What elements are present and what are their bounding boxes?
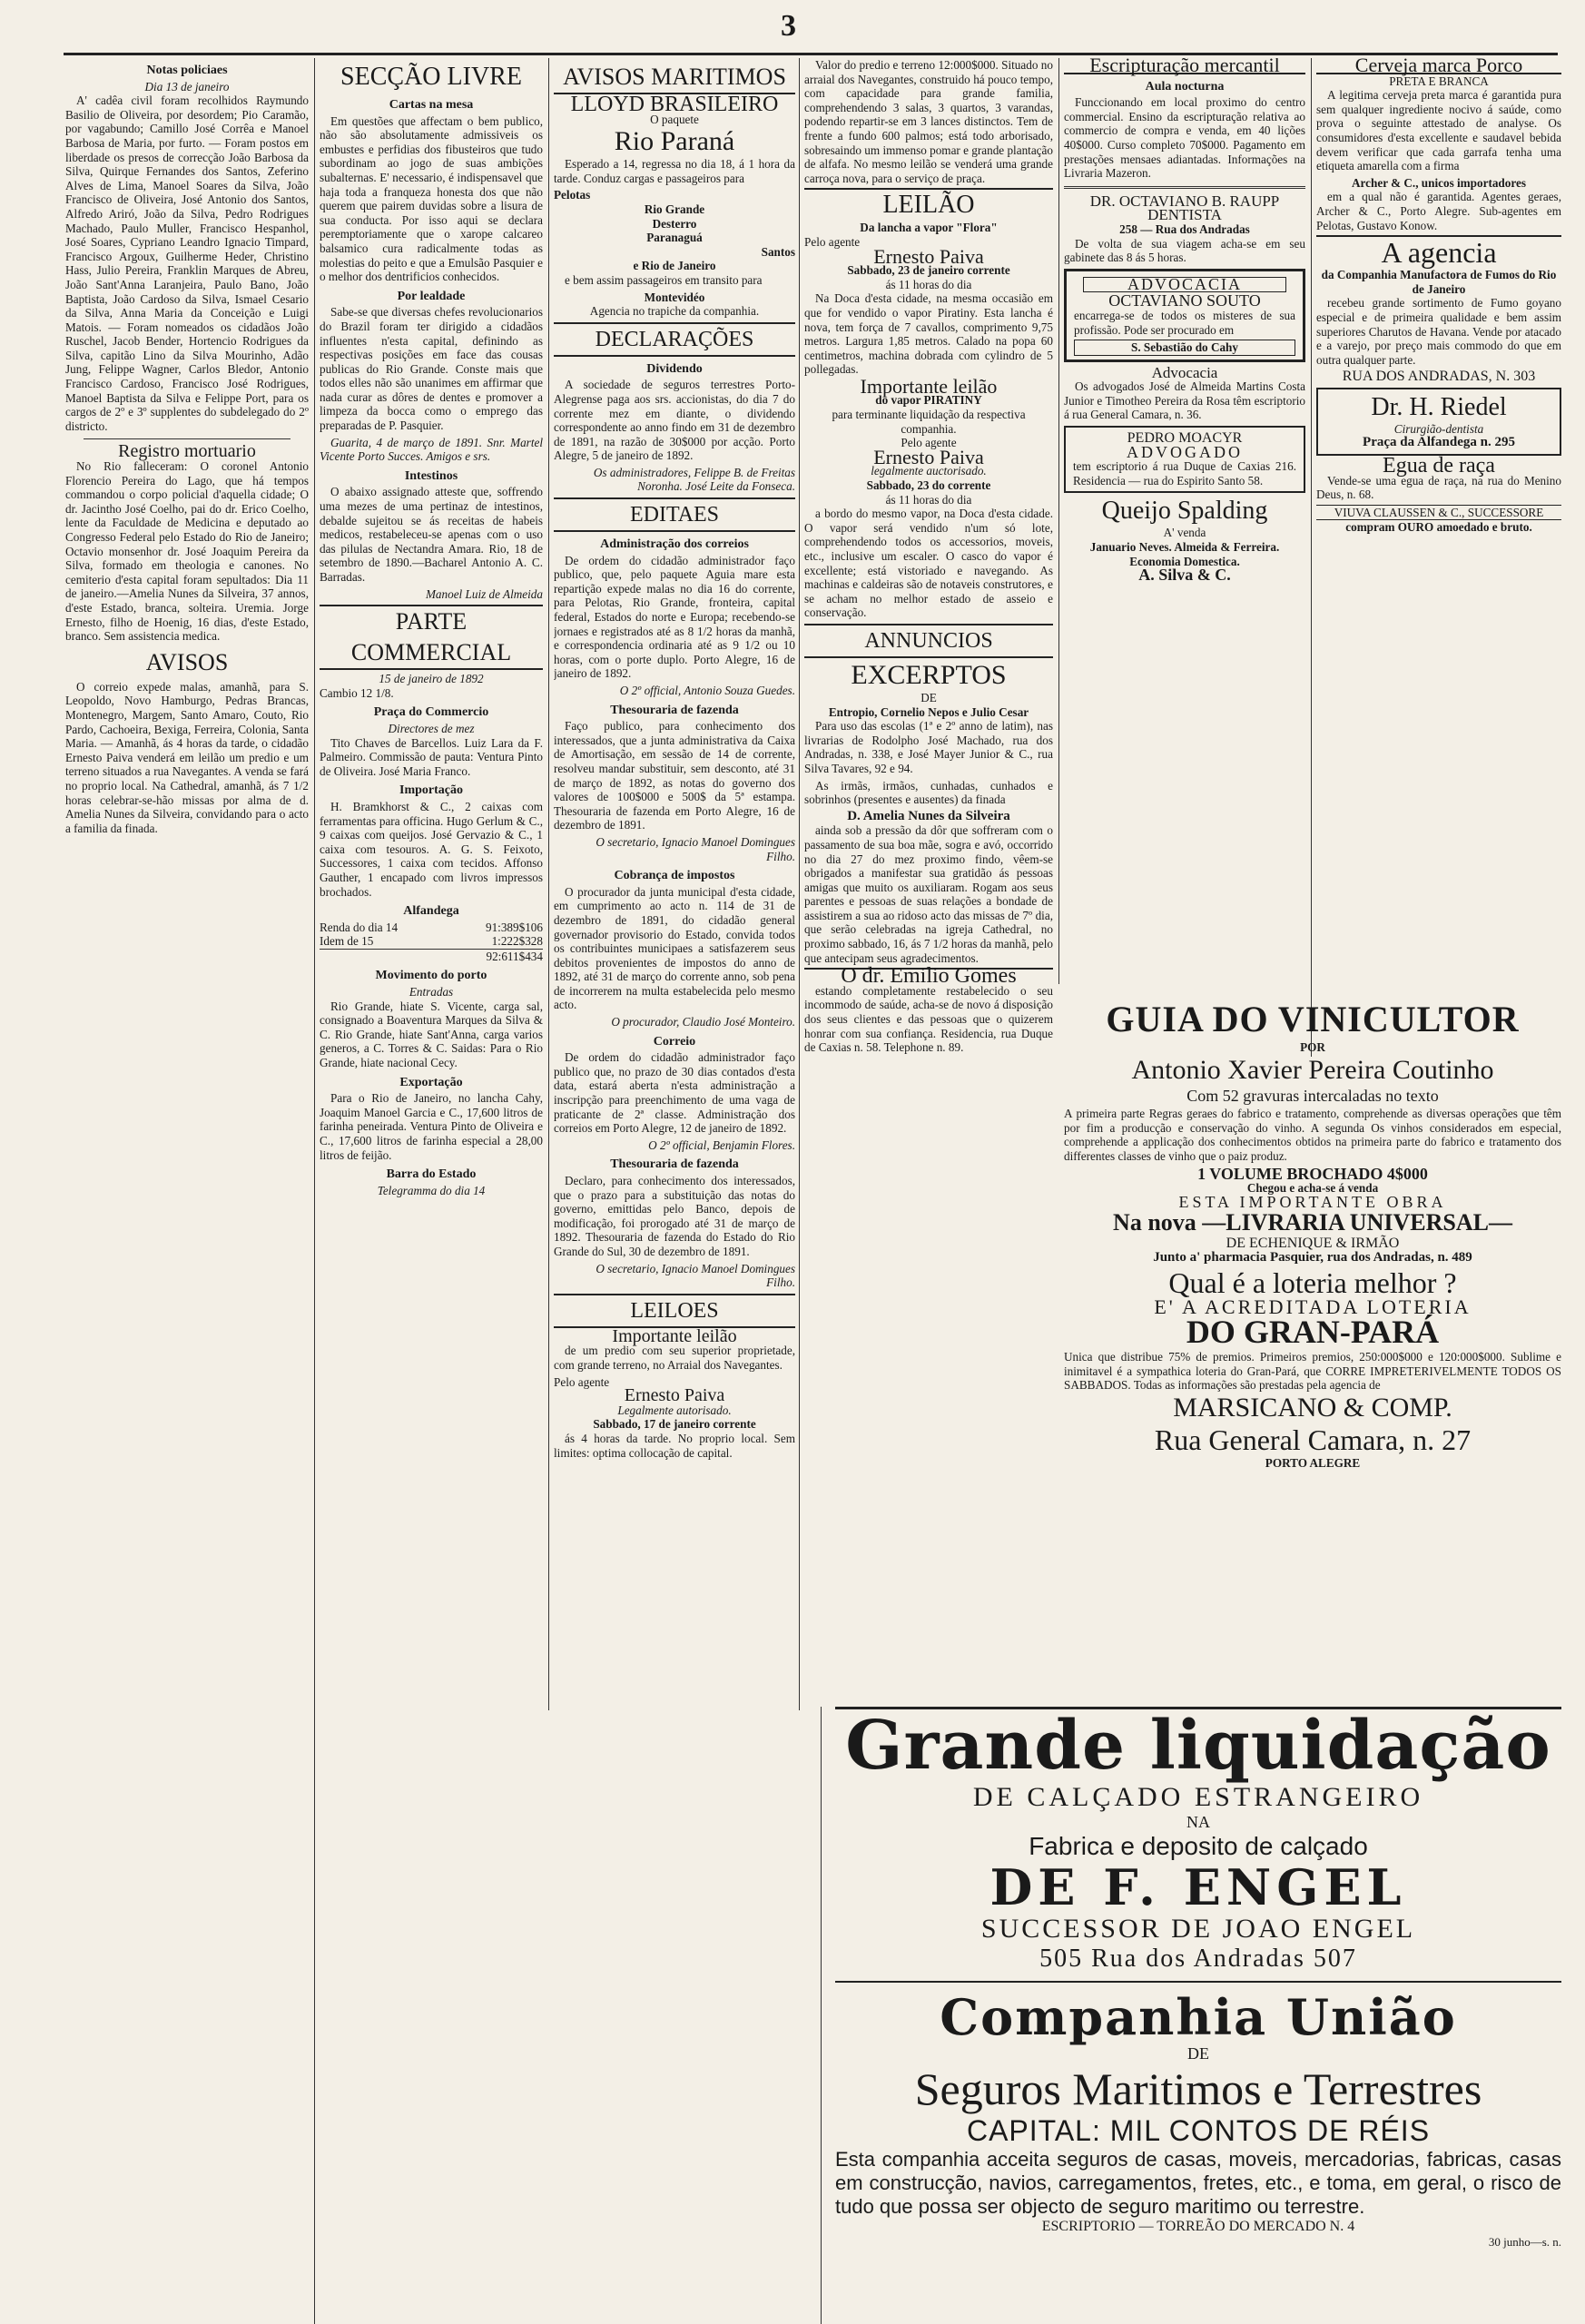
dividendo-text: A sociedade de seguros terrestres Porto-Alegrense paga aos srs. accionistas, do dia 7 do corrente mez em diante, o dividendo correspondente ao anno findo em 31 de dezembro de 1891, na razão de 30$000 por acção. Porto Alegre, 5 de janeiro de 1892. (554, 378, 795, 463)
moacyr-name: PEDRO MOACYR (1127, 430, 1243, 447)
avisos-title: AVISOS (145, 648, 229, 675)
uniao-capital: CAPITAL: MIL CONTOS DE RÉIS (966, 2114, 1431, 2147)
alfandega-title: Alfandega (403, 904, 459, 919)
liquidacao-successor: SUCCESSOR DE JOAO ENGEL (980, 1914, 1416, 1944)
agencia-text: recebeu grande sortimento de Fumo goyano especial e de primeira qualidade e bem assim superiores Charutos de Havana. Vende por atacado e a varejo, por preço mais commodo do que em outra qualquer parte. (1316, 296, 1561, 367)
marsicano-city: PORTO ALEGRE (1265, 1455, 1361, 1470)
lancha-title: Da lancha a vapor "Flora" (860, 221, 998, 235)
column-3 (554, 58, 795, 1707)
leiloes-title: LEILOES (554, 1294, 795, 1328)
vapor-text-2: a bordo do mesmo vapor, na Doca d'esta cidade. O vapor será vendido n'um só lote, comprehendendo todos os accessorios, moveis, etc., inclusive um escaler. O casco do vapor é excellente; está vistoriado e navegando. As machinas e caldeiras são de notaveis construtores, e se acham no melhor estado de asseio e conservação. (804, 507, 1053, 620)
commercial-title: PARTE COMMERCIAL (320, 605, 543, 670)
excerptos-names: Entropio, Cornelio Nepos e Julio Cesar (828, 704, 1029, 719)
port-rio-grande: Rio Grande (644, 202, 705, 216)
column-rule (1058, 58, 1059, 984)
loteria-text: Unica que distribue 75% de premios. Primeiros premios, 250:000$000 e 120:000$000. Sublime e inimitavel é a sympathica loteria do Gran-Pará, que CORRE IMPRETERIVELMENTE TODOS OS SABBADOS. Todas as informações são prestadas pela agencia de (1064, 1350, 1561, 1393)
barra-sub: Telegramma do dia 14 (377, 1183, 486, 1197)
avisos-maritimos-title: AVISOS MARITIMOS (554, 62, 795, 94)
agencia-title: A agencia (1316, 235, 1561, 268)
port-santos: Santos (761, 244, 795, 259)
exportacao-text: Para o Rio de Janeiro, no lancha Cahy, Joaquim Manoel Garcia e C., 17,600 litros de farinha peneirada. Ventura Pinto de Oliveira e C., 17,600 litros de farinha especial a 28,00 litros de feijão. (320, 1091, 543, 1162)
column-rule (548, 58, 549, 1710)
wide-ad-area (1064, 999, 1561, 1679)
cerveja-text-2: em a qual não é garantida. Agentes geraes, Archer & C., Porto Alegre. Sub-agentes em Pelotas, Gustavo Konow. (1316, 190, 1561, 232)
praca-title: Praça do Commercio (373, 705, 489, 720)
liquidacao-fabrica: Fabrica e deposito de calçado (1029, 1832, 1368, 1860)
uniao-sub: Seguros Maritimos e Terrestres (914, 2063, 1482, 2114)
riedel-title: Cirurgião-dentista (1393, 421, 1484, 436)
gomes-title: O dr. Emilio Gomes (804, 968, 1053, 984)
viuva-text: compram OURO amoedado e bruto. (1345, 520, 1532, 535)
aula-text: Funccionando em local proximo do centro commercial. Ensino da escripturação relativa ao commercio de compra e venda, em 40 lições 40$000. Curso completo 70$000. Pagamento em prestações mensaes adiantadas. Informações na Livraria Mazeron. (1064, 95, 1305, 181)
notas-date: Dia 13 de janeiro (144, 79, 230, 94)
advocacia-box (1064, 269, 1305, 362)
cartas-title: Cartas na mesa (389, 98, 474, 112)
exportacao-title: Exportação (399, 1075, 463, 1089)
amelia-text: ainda sob a pressão da dôr que soffreram com o passamento de sua boa mãe, sogra e avó, occorrido no dia 27 do mez proximo findo, vêem-se obrigados a manifestar sua gratidão ás pessoas amigas que muito os auxiliaram. Rogam aos seus parentes e pessoas de suas relações a bondade de assistirem a sua ao ridoso acto das missas de 7º dia, que serão celebradas na igreja Cathedral, no proximo sabbado, 16, ás 7 1/2 horas da manhã, pelo que antecipam seus agradecimentos. (804, 823, 1053, 965)
agent2-name: Ernesto Paiva (873, 445, 984, 468)
advocacia-text: encarrega-se de todos os misteres de sua profissão. Pode ser procurado em (1074, 308, 1295, 337)
liquidacao-engel: DE F. ENGEL (989, 1858, 1407, 1916)
ship-text-2: e bem assim passageiros em transito para (565, 272, 763, 287)
livraria-address: Junto a' pharmacia Pasquier, rua dos Andradas, n. 489 (1153, 1249, 1472, 1265)
movimento-sub: Entradas (409, 985, 454, 1000)
livraria-title: Na nova —LIVRARIA UNIVERSAL— (1113, 1209, 1512, 1236)
leilao-text: de um predio com seu superior proprietade, com grande terreno, no Arraial dos Navegantes. (554, 1344, 795, 1372)
column-5 (1064, 58, 1305, 980)
tesouraria-signature: O secretario, Ignacio Manoel Domingues Filho. (596, 834, 795, 863)
column-rule (821, 1707, 822, 2324)
praca-text: Tito Chaves de Barcellos. Luiz Lara da F. Palmeiro. Commissão de pauta: Ventura Pinto de Oliveira. José Maria Franco. (320, 735, 543, 778)
idem-value: 1:222$328 (491, 934, 543, 949)
tesouraria2-text: Declaro, para conhecimento dos interessados, que o prazo para a substituição das notas do governo, emittidas pelo Banco, depois de modificação, foi prorogado até 31 de março de 1892. Thesouraria de fazenda do Estado do Rio Grande do Sul, 30 de dezembro de 1891. (554, 1174, 795, 1258)
excerptos-title: EXCERPTOS (851, 659, 1007, 690)
editaes-title: EDITAES (554, 497, 795, 532)
cerveja-sub: PRETA E BRANCA (1389, 74, 1489, 88)
agencia-text: Agencia no trapiche da companhia. (589, 304, 760, 319)
dividendo-title: Dividendo (646, 361, 703, 376)
montevideo: Montevidéo (644, 290, 705, 304)
raupp-sub: DENTISTA (1147, 206, 1222, 224)
lealdade-signature: Guarita, 4 de março de 1891. Snr. Martel Vicente Porto Succes. Amigos e srs. (320, 435, 543, 464)
guia-por: POR (1300, 1040, 1325, 1054)
lloyd-title: LLOYD BRASILEIRO (570, 93, 779, 116)
correio-text: De ordem do cidadão administrador faço publico que, no prazo de 30 dias contados d'esta data, estará aberta n'esta administração a inscripção para preenchimento de uma vaga de praticante de 2ª classe. Administração dos correios em Porto Alegre, 12 de janeiro de 1892. (554, 1050, 795, 1136)
queijo-title: Queijo Spalding (1101, 497, 1268, 526)
notas-title: Notas policiaes (146, 64, 228, 77)
correio-title: Correio (653, 1034, 696, 1049)
leilao-date: Sabbado, 17 de janeiro corrente (593, 1417, 756, 1432)
moacyr-title: ADVOGADO (1127, 442, 1243, 461)
viuva-title: VIUVA CLAUSSEN & C., SUCCESSORE (1316, 505, 1561, 521)
cerveja-firm: Archer & C., unicos importadores (1352, 175, 1526, 190)
moacyr-box (1064, 426, 1305, 493)
importacao-text: H. Bramkhorst & C., 2 caixas com ferramentas para officina. Hugo Gerlum & C., 9 caixas com queijos. José Gervazio & C., 1 caixa com tesouros. A. G. S. Feixoto, Successores, 1 caixa com tecidos. Affonso Gauther, 1 encapado com livros impressos brochados. (320, 799, 543, 899)
renda-label: Renda do dia 14 (320, 920, 399, 934)
loteria-answer: E' A ACREDITADA LOTERIA (1154, 1295, 1472, 1318)
renda-row (320, 921, 543, 935)
agencia-address: RUA DOS ANDRADAS, N. 303 (1342, 369, 1536, 385)
annuncios-title: ANNUNCIOS (804, 624, 1053, 658)
admin-correios-title: Administração dos correios (600, 537, 749, 552)
leilao-time: ás 11 horas do dia (885, 277, 972, 291)
leilao-text-2: ás 4 horas da tarde. No proprio local. Sem limites: optima collocação de capital. (554, 1431, 795, 1460)
movimento-title: Movimento do porto (375, 969, 487, 983)
moacyr-text: tem escriptorio á rua Duque de Caxias 216. Residencia — rua do Espirito Santo 58. (1073, 459, 1296, 487)
barra-title: Barra do Estado (386, 1167, 477, 1182)
movimento-text: Rio Grande, hiate S. Vicente, carga sal, consignado a Boaventura Marques da Silva & C. Rio Grande, hiate Sant'Anna, carga varios generos, a C. Torres & C. Saidas: Para o Rio Grande, hiate nacional Cecy. (320, 999, 543, 1070)
tesouraria2-signature: O secretario, Ignacio Manoel Domingues Filho. (596, 1261, 795, 1290)
tesouraria-title: Thesouraria de fazenda (610, 703, 739, 717)
guia-author: Antonio Xavier Pereira Coutinho (1131, 1054, 1494, 1085)
column-4 (804, 58, 1053, 1707)
lancha-text: Na Doca d'esta cidade, na mesma occasião em que for vendido o vapor Piratiny. Esta lancha é nova, tem força de 7 cavallos, comprimento 9,75 metros. Largura 1,85 metros. Calado na popa 60 centimetros, machina dobrada com cylindro de 5 pollegadas. (804, 291, 1053, 377)
registro-title: Registro mortuario (118, 441, 256, 462)
cobranca-text: O procurador da junta municipal d'esta cidade, em cumprimento ao acto n. 114 de 31 de dezembro de 1891, do cidadão general governador provisorio do Estado, convida todos os contribuintes municipaes a satisfazerem seus debitos provenientes de impostos do anno de 1892, até 31 de março do corrente anno, sob pena de incorrerem na multa estabelecida pelo mesmo acto. (554, 884, 795, 1012)
raupp-title: DR. OCTAVIANO B. RAUPP (1089, 192, 1280, 210)
lealdade-title: Por lealdade (397, 289, 466, 303)
column-rule (799, 58, 800, 1710)
riedel-box (1316, 388, 1561, 456)
idem-row (320, 934, 543, 949)
dividendo-signature: Os administradores, Felippe B. de Freitas Noronha. José Leite da Fonseca. (593, 465, 795, 494)
advocacia2-text: Os advogados José de Almeida Martins Costa Junior e Timotheo Pereira da Rosa têm escriptorio á rua General Camara, n. 36. (1064, 379, 1305, 422)
guia-gravuras: Com 52 gravuras intercaladas no texto (1186, 1086, 1439, 1105)
commercial-date: 15 de janeiro de 1892 (379, 672, 484, 686)
column-6 (1316, 58, 1561, 1053)
column-rule (1311, 58, 1312, 1057)
port-paranagua: Paranaguá (646, 231, 703, 245)
liquidacao-na: NA (1186, 1813, 1210, 1831)
guia-title: GUIA DO VINICULTOR (1106, 999, 1520, 1039)
advocacia2-title: Advocacia (1151, 363, 1218, 381)
bottom-ads (835, 1707, 1561, 2250)
leilao-agent-sub: Legalmente autorisado. (617, 1403, 732, 1417)
leilao-date: Sabbado, 23 de janeiro corrente (847, 263, 1010, 278)
cartas-text: Em questões que affectam o bem publico, não são absolutamente admissiveis os embustes e perfidias dos fibusteiros que tudo subordinam ao jogo de suas ambições subalternas. E' necessario, é indispensavel que haja toda a franqueza honesta dos que não querem que pairem duvidas sobre a lisura de sua conducta. Por isso aqui se declara peremptoriamente que o xarope calcareo balsamico cura radicalmente todas as molestias do peito e que a Emulsão Pasquier e o melhor dos dentrificios conhecidos. (320, 113, 543, 284)
aula-title: Aula nocturna (1145, 79, 1225, 94)
column-1 (65, 58, 309, 2319)
guia-obra: ESTA IMPORTANTE OBRA (1178, 1192, 1447, 1211)
excerptos-de: DE (920, 690, 937, 704)
separator (835, 1981, 1561, 1983)
leilao2-time: ás 11 horas do dia (885, 492, 972, 507)
predio-text: Valor do predio e terreno 12:000$000. Situado no arraial dos Navegantes, construido há pouco tempo, com capacidade para grande familia, comprehendendo 3 salas, 3 quartos, 3 varandas, podendo repartir-se em 3 lances distinctos. Tem de frente a fundo 600 palmos; está todo arborisado, sobresaindo um immenso pomar e grande plantação de alfafa. No mesmo leilão se venderá uma grande carroça nova, para o serviço de praça. (804, 58, 1053, 185)
tesouraria-text: Faço publico, para conhecimento dos interessados, que a junta administrativa da Caixa de Amortisação, em sessão de 14 de corrente, resolveu mandar substituir, sem desconto, até 31 de março de 1892, as notas do governo dos valores de 100$000 e 500$ da 5ª estampa. Thesouraria de fazenda em Porto Alegre, 16 de dezembro de 1891. (554, 719, 795, 832)
excerptos-text: Para uso das escolas (1ª e 2º anno de latim), nas livrarias de Rodolpho José Machado, rua dos Andradas, n. 338, e José Mayer Junior & C., rua Silva Tavares, 92 e 94. (804, 719, 1053, 775)
advocacia-place: S. Sebastião do Cahy (1074, 340, 1295, 356)
agent-pre: Pelo agente (804, 234, 861, 249)
importacao-title: Importação (399, 783, 463, 798)
queijo-names: Januario Neves. Almeida & Ferreira. Economia Domestica. (1089, 540, 1280, 568)
leilao-agent-pre: Pelo agente (554, 1374, 610, 1389)
cambio: Cambio 12 1/8. (320, 685, 394, 700)
raupp-address: 258 — Rua dos Andradas (1119, 222, 1250, 236)
notas-text: A' cadêa civil foram recolhidos Raymundo Basilio de Oliveira, por desordem; Pio Caramão, por vagabundo; Camillo José Corrêa e Manoel Barbosa de Maria, por furto. — Foram postos em liberdade os presos de correcção João Barbosa da Silva, Quirque Fernandes dos Santos, Zeferino Alves de Lima, Manoel Soares da Silva, João Francisco de Oliveira, José Antonio dos Santos, Alfredo Ariró, João da Silva, Pedro Rodrigues Machado, Paulo Muller, Francisco Hespanhol, José Soares, Cypriano Leandro Ignacio Timpard, Francisco Argoux, Guilherme Heder, Christino Hass, Julio Pereira, Franklin Marques de Abreu, João Sant'Anna Laranjeira, Paulo Bano, João Baptista, João Cardoso da Silva, Ismael Cesario da Silva, Anna Maria da Conceição e Luigi Matois. — Foram nomeados os cidadãos João Ruschel, Jacob Bender, Hortencio Rodrigues da Silva, capitão Lino da Silva Mourinho, Adão Jung, Felippe Wagner, Carlos Bledor, Antonio Francisco Cardoso, Francisco José Rodrigues, Manoel Baptista da Silva e Felippe Port, para os cargos de 2º e 3º supplentes do subdelegado do 2º districto. (65, 94, 309, 433)
intestinos-text: O abaixo assignado atteste que, soffrendo uma mezes de uma pertinaz de intestinos, debalde sujeitou se ás receitas de habeis medicos, restabeleceu-se apenas com o uso das pilulas de Nectandra Amara. Rio, 18 de setembro de 1890.—Bacharel Antonio A. C. Barradas. (320, 485, 543, 584)
liquidacao-address: 505 Rua dos Andradas 507 (1039, 1945, 1357, 1973)
advocacia-name: OCTAVIANO SOUTO (1108, 291, 1261, 310)
separator (84, 438, 290, 439)
top-rule (64, 53, 1558, 55)
admin-correios-signature: O 2º official, Antonio Souza Guedes. (619, 684, 795, 697)
agent-name: Ernesto Paiva (873, 244, 984, 268)
loteria-question: Qual é a loteria melhor ? (1168, 1265, 1457, 1299)
importante-leilao-title: Importante leilão (860, 374, 998, 398)
riedel-address: Praça da Alfandega n. 295 (1363, 435, 1515, 450)
uniao-de: DE (1187, 2044, 1209, 2063)
leilao2-date: Sabbado, 23 do corrente (866, 478, 991, 493)
amelia-name: D. Amelia Nunes da Silveira (847, 808, 1010, 823)
guia-text: A primeira parte Regras geraes do fabrico e tratamento, comprehende as diversas operações que têm por fim a producção e conservação do vinho. A segunda Os vinhos considerados em especial, comprehende a applicação dos conhecimentos obtidos na primeira parte do fabrico e tratamento dos differentes classes de vinho que o paiz produz. (1064, 1107, 1561, 1163)
leilao-agent: Ernesto Paiva (624, 1385, 725, 1406)
vapor-text: para terminante liquidação da respectiva companhia. (832, 408, 1026, 436)
uniao-title: Companhia União (940, 1988, 1457, 2046)
livraria-sub: DE ECHENIQUE & IRMÃO (1226, 1236, 1400, 1252)
separator (1064, 186, 1305, 189)
raupp-text: De volta de sua viagem acha-se em seu gabinete das 8 ás 5 horas. (1064, 236, 1305, 265)
loteria-name: DO GRAN-PARÁ (1186, 1314, 1440, 1351)
ship-text: Esperado a 14, regressa no dia 18, á 1 hora da tarde. Conduz cargas e passageiros para (554, 157, 795, 185)
leilao-title: Importante leilão (612, 1325, 737, 1346)
intestinos-title: Intestinos (404, 468, 458, 483)
liquidacao-title: Grande liquidação (845, 1707, 1551, 1785)
queijo-silva: A. Silva & C. (1138, 566, 1231, 585)
egua-text: Vende-se uma egua de raça, na rua do Menino Deus, n. 68. (1316, 473, 1561, 502)
marsicano-address: Rua General Camara, n. 27 (1154, 1423, 1472, 1456)
lealdade-text: Sabe-se que diversas chefes revolucionarios do Brazil foram ter dirigido a cidadãos influentes n'esta capital, definindo as respectivas posições em face das cousas publicas do Rio Grande. Conste mais que todos elles não são unanimes em affirmar que nada curar as dôres de dentes e promover a limpeza da bocca como o emprego das preparadas de P. Pasquier. (320, 305, 543, 433)
avisos-text: O correio expede malas, amanhã, para S. Leopoldo, Novo Hamburgo, Pedras Brancas, Montenegro, Margem, Santo Amaro, Couto, Rio Pardo, Cachoeira, Bexiga, Ferreira, Colonia, Santa Maria. — Amanhã, ás 4 horas da tarde, o cidadão Ernesto Paiva venderá em leilão um predio e um terreno situados a rua Navegantes. A venda se fará no proprio local. Na Cathedral, amanhã, ás 7 1/2 horas celebrar-se-hão missas por alma de d. Amelia Nunes da Silveira, convidando para o acto a familia da finada. (65, 679, 309, 835)
correio-signature: O 2º official, Benjamin Flores. (648, 1137, 795, 1152)
page-number: 3 (781, 9, 796, 43)
irmas-text: As irmãs, irmãos, cunhadas, cunhados e sobrinhos (presentes e ausentes) da finada (804, 778, 1053, 807)
guia-volume: 1 VOLUME BROCHADO 4$000 (1197, 1164, 1428, 1183)
queijo-sub: A' venda (1163, 526, 1206, 540)
agent2-pre: Pelo agente (901, 436, 957, 450)
port-rio-de-janeiro: e Rio de Janeiro (633, 259, 716, 273)
column-rule (314, 58, 315, 2324)
gomes-text: estando completamente restabelecido o seu incommodo de saúde, acha-se de novo á disposição dos seus clientes e das pessoas que o quizerem honrar com sua confiança. Residencia, rua Duque de Caxias n. 58. Telephone n. 89. (804, 983, 1053, 1055)
column-2 (320, 58, 543, 2319)
uniao-body: Esta companhia acceita seguros de casas, moveis, mercadorias, fabricas, casas em construcção, navios, carregamentos, fretes, etc., e toma, em geral, o risco de tudo que possa ser objecto de seguro maritimo ou terrestre. (835, 2148, 1561, 2218)
cobranca-title: Cobrança de impostos (614, 869, 735, 883)
escripturacao-title: Escripturação mercantil (1064, 58, 1305, 74)
alfandega-total: 92:611$434 (320, 949, 543, 964)
seccao-livre-title: SECÇÃO LIVRE (340, 63, 522, 91)
liquidacao-sub: DE CALÇADO ESTRANGEIRO (972, 1782, 1424, 1812)
admin-correios-text: De ordem do cidadão administrador faço publico, que, pelo paquete Aguia mare esta repartição expede malas no dia 16 do corrente, para Pelotas, Rio Grande, fronteira, capital federal, Estados do norte e Europa; recebendo-se jornaes e registrados até as 8 1/2 horas da manhã, e correspondencia ordinaria até as 9 1/2 ou 10 horas, com o porte duplo. Porto Alegre, 16 de janeiro de 1892. (554, 553, 795, 681)
riedel-name: Dr. H. Riedel (1371, 392, 1507, 421)
renda-value: 91:389$106 (485, 920, 543, 934)
leilao-title: LEILÃO (804, 188, 1053, 221)
egua-title: Egua de raça (1383, 454, 1495, 478)
uniao-office: ESCRIPTORIO — TORREÃO DO MERCADO N. 4 (1041, 2219, 1355, 2234)
ship-name: Rio Paraná (614, 126, 735, 157)
port-desterro: Desterro (652, 216, 697, 231)
paquete-label: O paquete (650, 112, 699, 126)
intestinos-signature: Manoel Luiz de Almeida (425, 586, 543, 601)
advocacia-title: ADVOCACIA (1083, 277, 1286, 293)
idem-label: Idem de 15 (320, 934, 374, 949)
declaracoes-title: DECLARAÇÕES (554, 322, 795, 357)
praca-sub: Directores de mez (388, 721, 475, 735)
vapor-title: do vapor PIRATINY (875, 393, 982, 408)
guia-chegou: Chegou e acha-se á venda (1246, 1181, 1379, 1196)
cerveja-text: A legitima cerveja preta marca é garantida pura sem qualquer ingrediente nocivo á saúde, como prova o seguinte attestado de analyse. Os consumidores d'esta excellente e saudavel bebida devem verificar que cada garrafa tenha uma etiqueta amarella com a firma (1316, 88, 1561, 173)
uniao-footer: 30 junho—s. n. (1488, 2235, 1561, 2249)
agencia-sub: da Companhia Manufactora de Fumos do Rio de Janeiro (1321, 268, 1557, 296)
tesouraria2-title: Thesouraria de fazenda (610, 1157, 739, 1172)
marsicano-name: MARSICANO & COMP. (1173, 1392, 1452, 1423)
registro-text: No Rio falleceram: O coronel Antonio Florencio Pereira do Lago, que há tempos commandou o corpo policial d'aquella cidade; O dr. Jacintho José Coelho, pai do dr. Erico Coelho, lente da Faculdade de Medicina e deputado ao Congresso Federal pelo Estado do Rio de Janeiro; Octavio monsenhor dr. José Joaquim Pereira da Silva, formado em theologia e canones. No cemiterio d'esta capital foram sepultados: Dia 11 de janeiro.—Amelia Nunes da Silveira, 37 annos, d'este Estado, branca, solteira. Uremia. Jorge Ernesto, filho de Hoenig, 16 dias, d'este Estado, branco. Sem assistencia medica. (65, 459, 309, 644)
cerveja-title: Cerveja marca Porco (1316, 58, 1561, 74)
port-pelotas: Pelotas (554, 188, 591, 202)
agent2-sub: legalmente auctorisado. (871, 464, 987, 478)
cobranca-signature: O procurador, Claudio José Monteiro. (611, 1015, 795, 1029)
